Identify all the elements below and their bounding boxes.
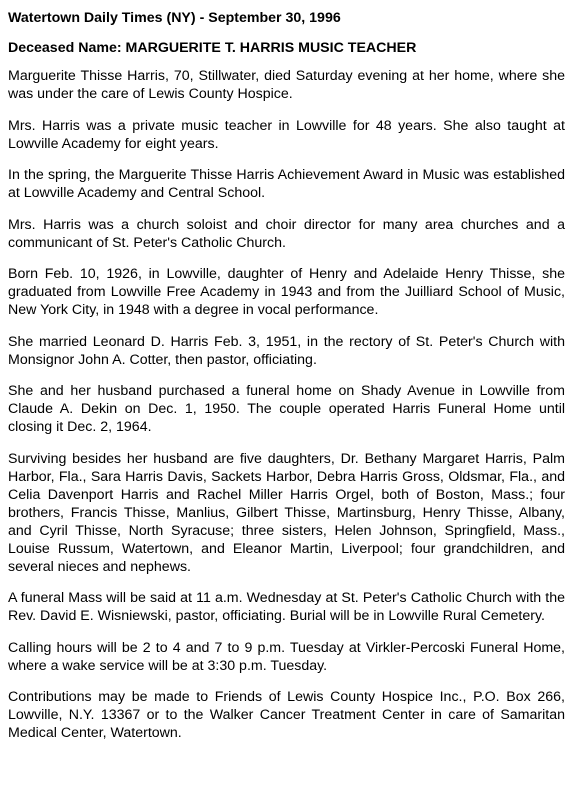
paragraph-death-notice: Marguerite Thisse Harris, 70, Stillwater, died Saturday evening at her home, where she was under the care of Lewis County Hospice.	[8, 68, 565, 102]
deceased-name-heading: Deceased Name: MARGUERITE T. HARRIS MUSIC TEACHER	[8, 40, 417, 56]
paragraph-contributions: Contributions may be made to Friends of Lewis County Hospice Inc., P.O. Box 266, Lowville, N.Y. 13367 or to the Walker Cancer Treatment Center in care of Samaritan Medical Center, Watertown.	[8, 689, 565, 741]
paragraph-funeral-home: She and her husband purchased a funeral home on Shady Avenue in Lowville from Claude A. Dekin on Dec. 1, 1950. The couple operated Harris Funeral Home until closing it Dec. 2, 1964.	[8, 383, 565, 435]
paragraph-survivors: Surviving besides her husband are five daughters, Dr. Bethany Margaret Harris, Palm Harbor, Fla., Sara Harris Davis, Sackets Harbor, Debra Harris Gross, Oldsmar, Fla., and Celia Davenport Harris and Rachel Miller Harris Orgel, both of Boston, Mass.; four brothers, Francis Thisse, Manlius, Gilbert Thisse, Martinsburg, Henry Thisse, Albany, and Cyril Thisse, North Syracuse; three sisters, Helen Johnson, Springfield, Mass., Louise Russum, Watertown, and Eleanor Martin, Liverpool; four grandchildren, and several nieces and nephews.	[8, 450, 565, 575]
paragraph-birth-education: Born Feb. 10, 1926, in Lowville, daughter of Henry and Adelaide Henry Thisse, she graduated from Lowville Free Academy in 1943 and from the Juilliard School of Music, New York City, in 1948 with a degree in vocal performance.	[8, 266, 565, 318]
paragraph-funeral-mass: A funeral Mass will be said at 11 a.m. Wednesday at St. Peter's Catholic Church with the Rev. David E. Wisniewski, pastor, officiating. Burial will be in Lowville Rural Cemetery.	[8, 590, 565, 624]
paragraph-church-soloist: Mrs. Harris was a church soloist and choir director for many area churches and a communicant of St. Peter's Catholic Church.	[8, 216, 565, 251]
paragraph-marriage: She married Leonard D. Harris Feb. 3, 1951, in the rectory of St. Peter's Church with Monsignor John A. Cotter, then pastor, officiating.	[8, 333, 565, 368]
paragraph-achievement-award: In the spring, the Marguerite Thisse Harris Achievement Award in Music was established at Lowville Academy and Central School.	[8, 167, 565, 201]
paragraph-calling-hours: Calling hours will be 2 to 4 and 7 to 9 p.m. Tuesday at Virkler-Percoski Funeral Home, where a wake service will be at 3:30 p.m. Tuesday.	[8, 639, 565, 674]
newspaper-source-heading: Watertown Daily Times (NY) - September 30, 1996	[8, 10, 341, 26]
paragraph-music-teacher: Mrs. Harris was a private music teacher in Lowville for 48 years. She also taught at Lowville Academy for eight years.	[8, 117, 565, 152]
